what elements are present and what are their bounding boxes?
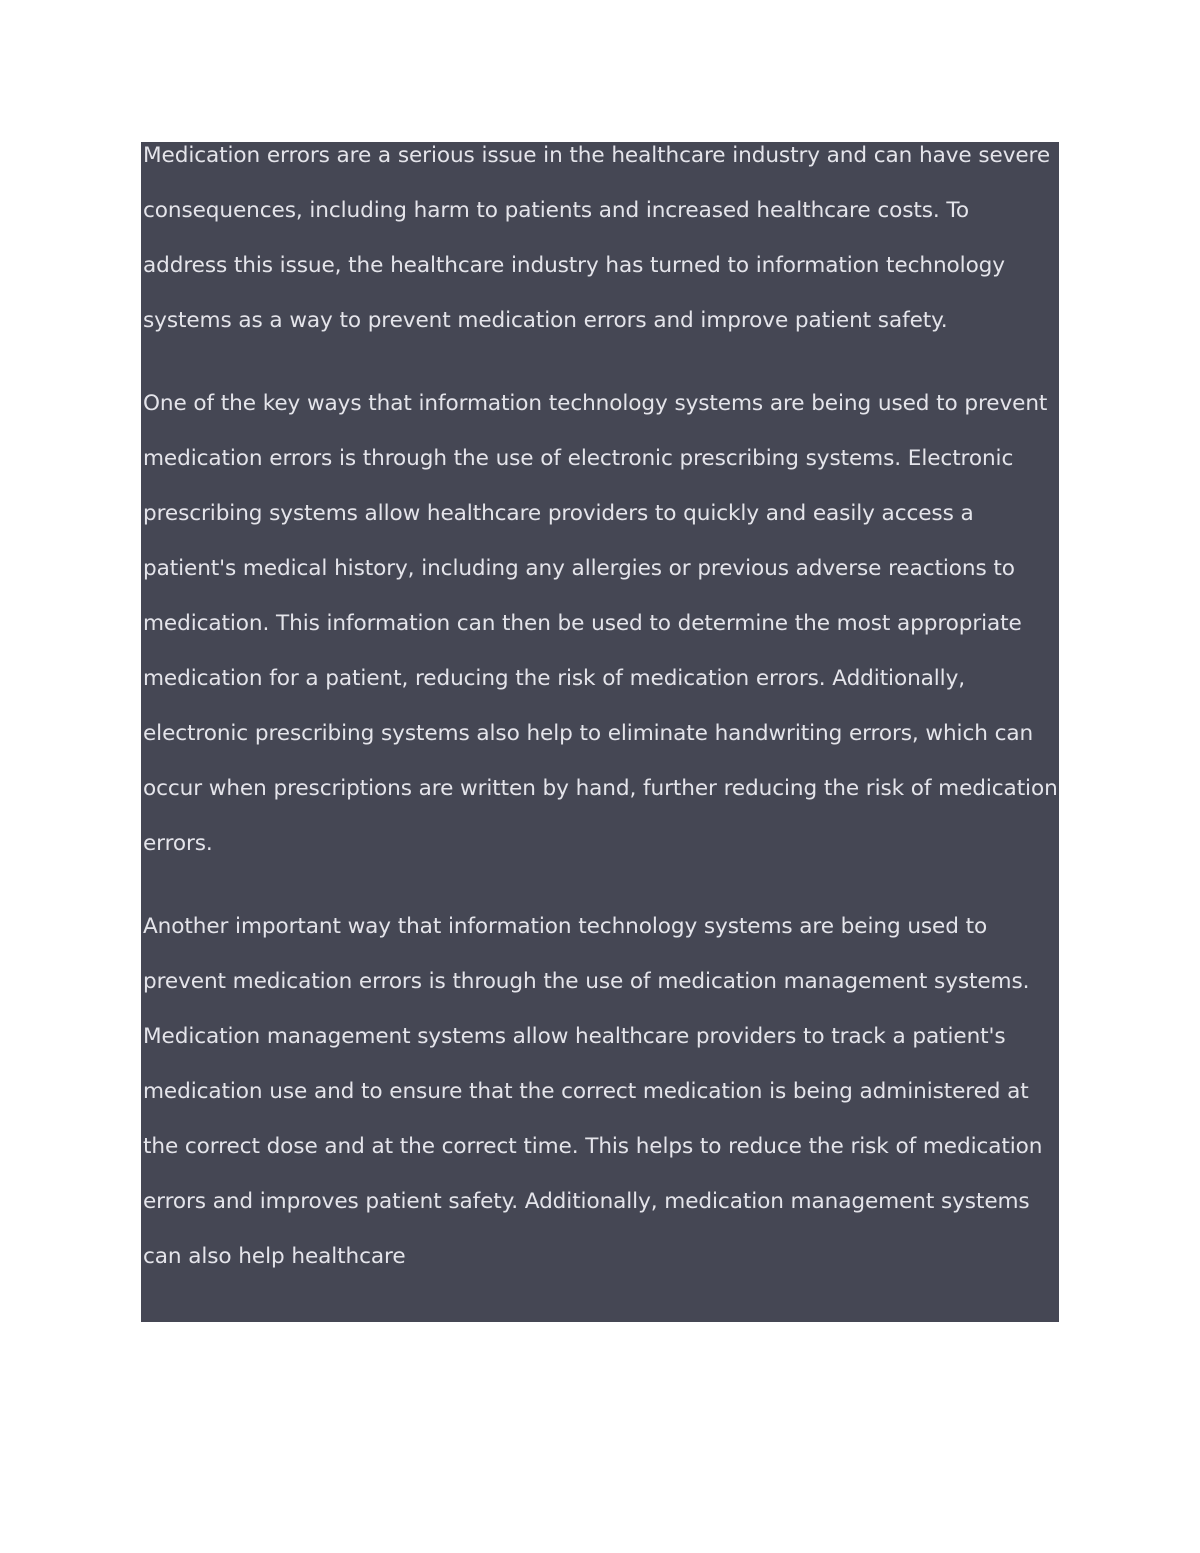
paragraph-3: Another important way that information technology systems are being used to prevent medication errors is through the use of medication management systems. Medication management systems allow healthcare providers to track a patient's medication use and to ensure that the correct medication is being administered at the correct dose and at the correct time. This helps to reduce the risk of medication errors and improves patient safety. Additionally, medication management systems can also help healthcare <box>143 914 1043 1269</box>
paragraph-2: One of the key ways that information technology systems are being used to prevent medication errors is through the use of electronic prescribing systems. Electronic prescribing systems allow healthcare providers to quickly and easily access a patient's medical history, including any allergies or previous adverse reactions to medication. This information can then be used to determine the most appropriate medication for a patient, reducing the risk of medication errors. Additionally, electronic prescribing systems also help to eliminate handwriting errors, which can occur when prescriptions are written by hand, further reducing the risk of medication errors. <box>143 391 1058 856</box>
highlighted-text-block <box>141 142 1059 1322</box>
paragraph-1: Medication errors are a serious issue in the healthcare industry and can have severe consequences, including harm to patients and increased healthcare costs. To address this issue, the healthcare industry has turned to information technology systems as a way to prevent medication errors and improve patient safety. <box>143 143 1051 333</box>
